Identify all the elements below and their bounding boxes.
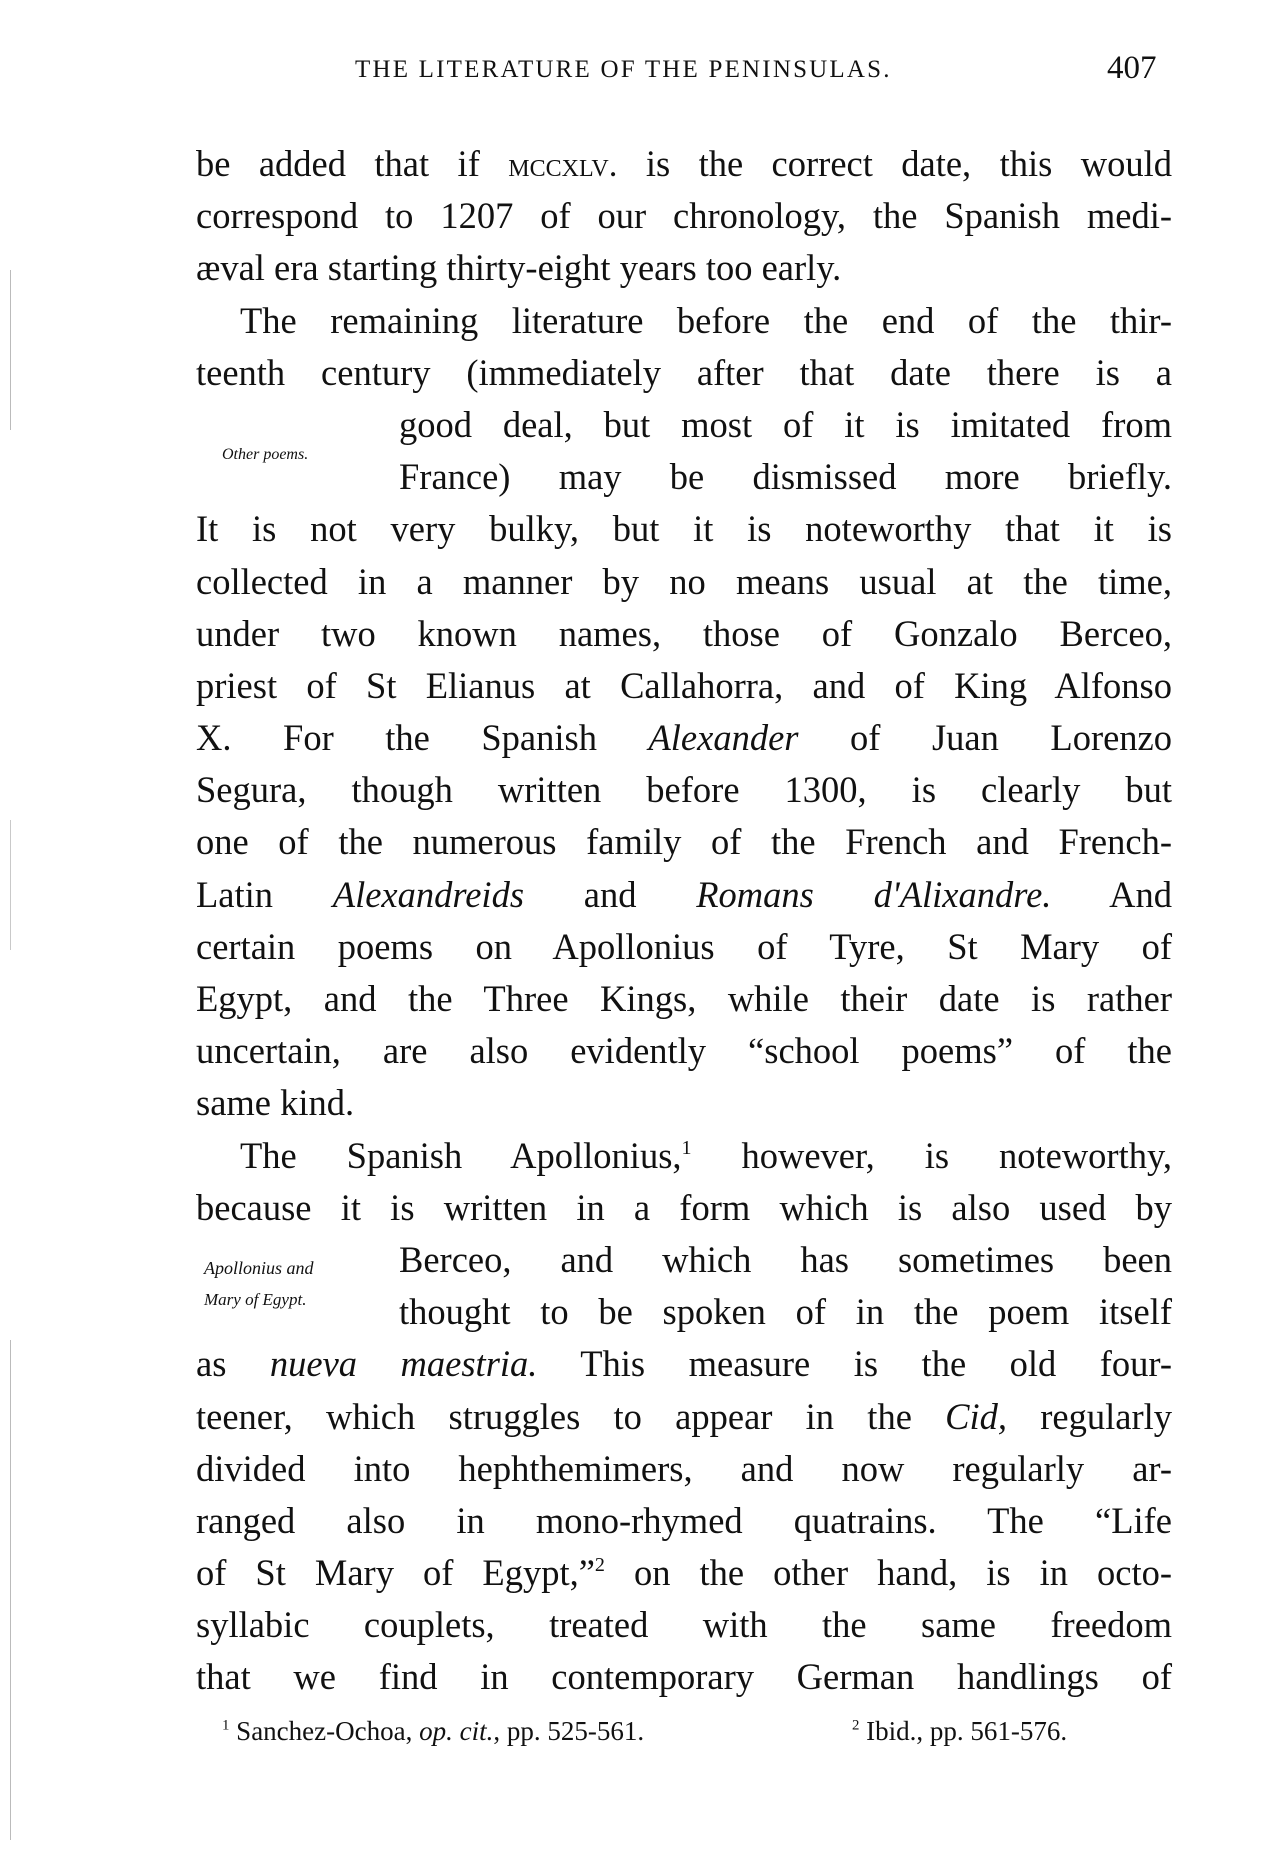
text-segment: same kind. (196, 1082, 355, 1124)
text-line (196, 556, 1172, 608)
text-line (196, 1182, 1172, 1234)
text-line (196, 347, 1172, 399)
footnotes (222, 1716, 1068, 1747)
text-segment: Alexandreids (332, 873, 525, 915)
margin-note-mary-of-egypt: Mary of Egypt. (204, 1290, 307, 1309)
text-segment: that we find in contemporary German handlings of (196, 1656, 1172, 1698)
footnote-2 (852, 1716, 1067, 1747)
text-segment: of St Mary of Egypt,” (196, 1552, 595, 1594)
text-segment: And (1051, 873, 1173, 915)
text-segment: Alexander (648, 717, 799, 759)
text-segment: uncertain, are also evidently “school poems” of the (196, 1030, 1172, 1072)
footnote-ref: 2 (594, 1554, 605, 1577)
text-segment: and (524, 873, 697, 915)
text-line (196, 1234, 1172, 1286)
text-line (196, 1286, 1172, 1338)
text-line (196, 503, 1172, 555)
text-line (196, 242, 1172, 294)
scan-artifact (10, 1340, 11, 1840)
text-segment: on the other hand, is in octo- (604, 1552, 1172, 1594)
text-segment: The remaining literature before the end of the thir- (240, 299, 1172, 341)
footnote-ref: 1 (681, 1136, 692, 1159)
text-line (196, 869, 1172, 921)
text-segment: certain poems on Apollonius of Tyre, St Mary of (196, 925, 1172, 967)
text-line (196, 1338, 1172, 1390)
text-segment: as (196, 1343, 270, 1385)
text-segment: Segura, though written before 1300, is clearly but (196, 769, 1172, 811)
scan-artifact (10, 270, 11, 430)
text-segment: ranged also in mono-rhymed quatrains. The “Life (196, 1499, 1172, 1541)
text-segment: divided into hephthemimers, and now regularly ar- (196, 1447, 1172, 1489)
footnote-italic: op. cit. (419, 1716, 494, 1746)
text-segment: under two known names, those of Gonzalo Berceo, (196, 612, 1172, 654)
text-line (196, 399, 1172, 451)
text-segment: good deal, but most of it is imitated from (399, 403, 1172, 445)
text-segment: X. For the Spanish (196, 717, 649, 759)
text-line (196, 712, 1172, 764)
text-line (196, 1077, 1172, 1129)
text-line (196, 973, 1172, 1025)
text-segment: This measure is the old four- (537, 1343, 1172, 1385)
text-segment: because it is written in a form which is also used by (196, 1186, 1172, 1228)
footnote-mark: 1 (222, 1717, 230, 1734)
text-segment: however, is noteworthy, (691, 1134, 1172, 1176)
text-segment: of Juan Lorenzo (798, 717, 1172, 759)
footnote-1 (222, 1716, 644, 1746)
text-segment: collected in a manner by no means usual at the time, (196, 560, 1172, 602)
text-segment: The Spanish Apollonius, (240, 1134, 682, 1176)
text-segment: one of the numerous family of the French and French- (196, 821, 1172, 863)
text-segment: Latin (196, 873, 333, 915)
text-line (196, 764, 1172, 816)
margin-note-other-poems: Other poems. (222, 446, 309, 463)
text-segment: regularly (1007, 1395, 1172, 1437)
text-line (196, 1025, 1172, 1077)
text-line (196, 190, 1172, 242)
text-segment: Berceo, and which has sometimes been (399, 1238, 1172, 1280)
text-segment: It is not very bulky, but it is noteworthy that it is (196, 508, 1172, 550)
text-segment: correspond to 1207 of our chronology, the Spanish medi- (196, 195, 1172, 237)
text-line (196, 1599, 1172, 1651)
scan-artifact (10, 820, 11, 950)
text-line (196, 451, 1172, 503)
text-segment: priest of St Elianus at Callahorra, and of King Alfonso (196, 664, 1172, 706)
text-segment: æval era starting thirty-eight years too early. (196, 247, 842, 289)
text-segment: Romans d'Alixandre. (696, 873, 1052, 915)
text-segment: be added that if (196, 143, 509, 184)
text-line (196, 1443, 1172, 1495)
text-segment: teenth century (immediately after that date there is a (196, 351, 1172, 393)
text-segment: thought to be spoken of in the poem itself (399, 1291, 1172, 1333)
text-segment: teener, which struggles to appear in the (196, 1395, 946, 1437)
footnote-mark: 2 (852, 1717, 860, 1734)
text-segment: Egypt, and the Three Kings, while their date is rather (196, 978, 1172, 1019)
text-line (196, 1547, 1172, 1599)
body-text (196, 138, 1172, 1704)
text-line (196, 1495, 1172, 1547)
margin-note-apollonius: Apollonius and (204, 1258, 314, 1278)
text-line (196, 1391, 1172, 1443)
text-line (196, 138, 1172, 190)
text-segment: syllabic couplets, treated with the same freedom (196, 1604, 1172, 1646)
text-segment: nueva maestria. (269, 1343, 538, 1385)
text-line (196, 660, 1172, 712)
text-segment: France) may be dismissed more briefly. (399, 456, 1172, 498)
page-number: 407 (1107, 50, 1157, 86)
text-segment: is the correct date, this would (617, 143, 1172, 184)
footnote-text: Sanchez-Ochoa, (236, 1716, 420, 1746)
text-segment: Cid, (945, 1395, 1008, 1437)
footnote-text: Ibid., pp. 561-576. (866, 1716, 1068, 1746)
text-line (196, 608, 1172, 660)
text-line (196, 295, 1172, 347)
footnote-text: , pp. 525-561. (493, 1716, 645, 1746)
text-line (196, 921, 1172, 973)
text-line (196, 1651, 1172, 1703)
text-segment: mccxlv. (508, 146, 618, 184)
text-line (196, 816, 1172, 868)
text-line (196, 1130, 1172, 1182)
running-title: THE LITERATURE OF THE PENINSULAS. (355, 56, 892, 83)
